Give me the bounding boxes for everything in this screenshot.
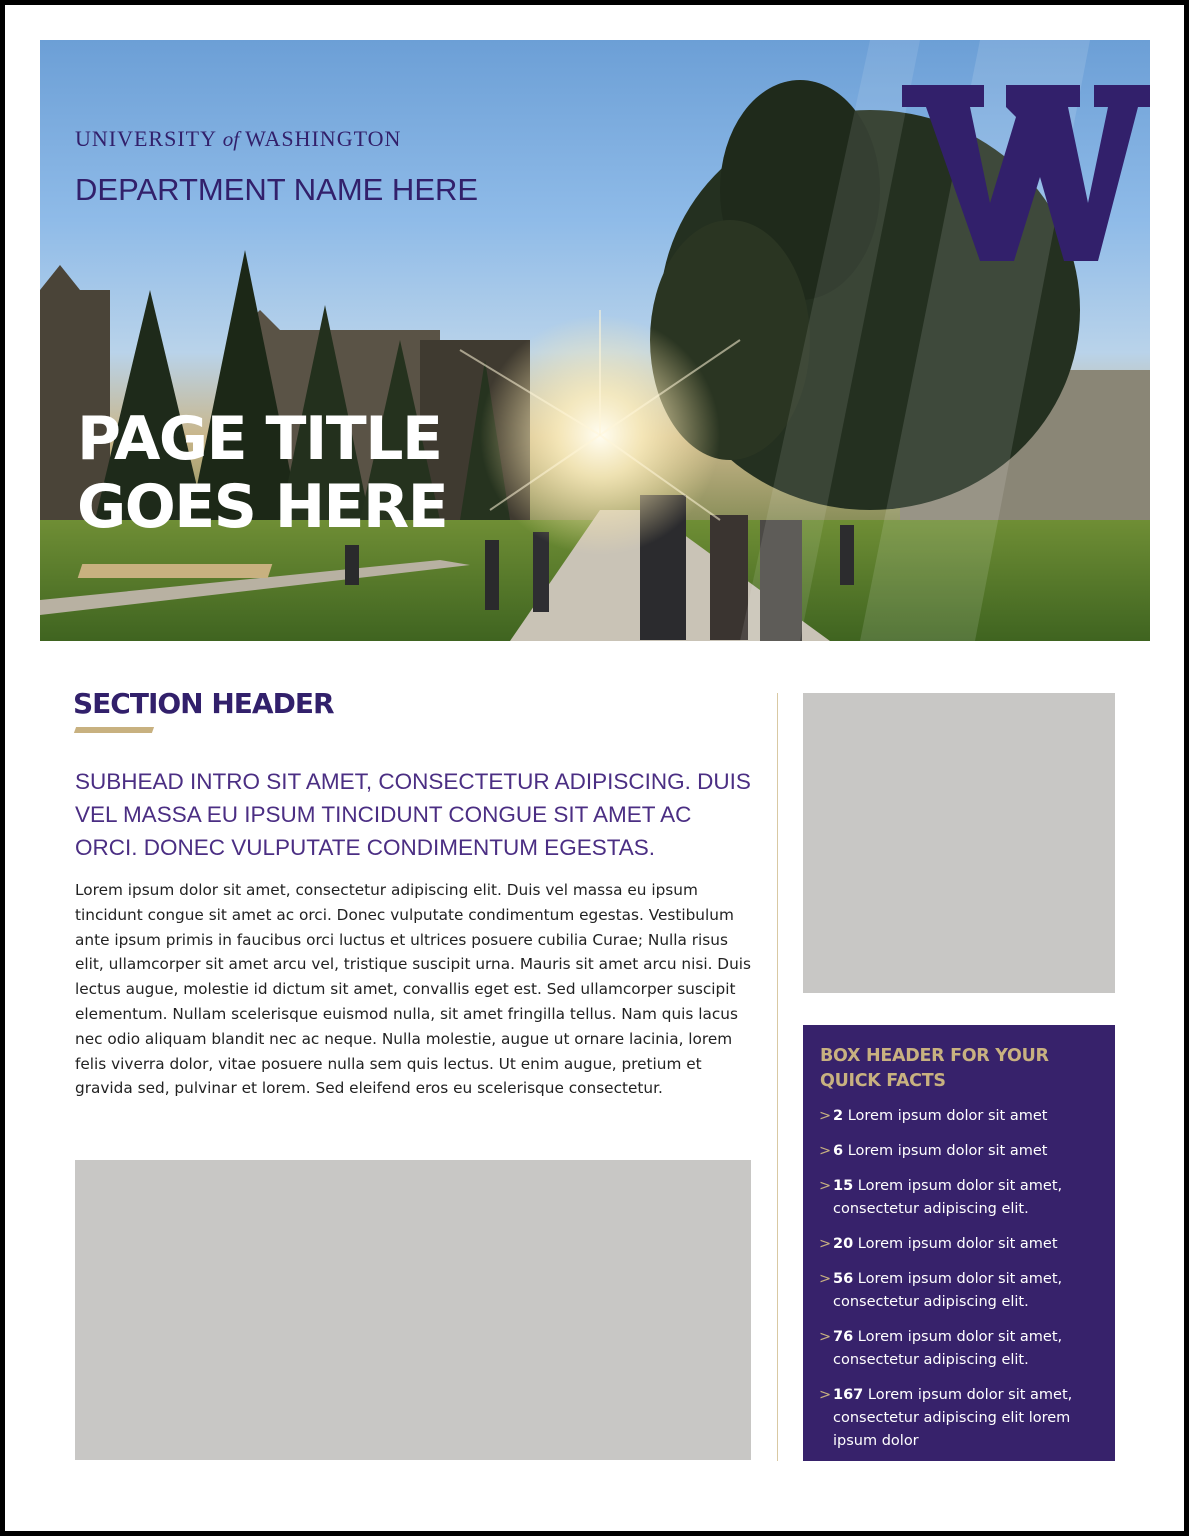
section-header: SECTION HEADER — [73, 687, 334, 720]
chevron-right-icon: > — [819, 1143, 832, 1159]
chevron-right-icon: > — [819, 1108, 832, 1124]
chevron-right-icon: > — [819, 1387, 832, 1403]
fact-text: Lorem ipsum dolor sit amet, consectetur adipiscing elit. — [833, 1271, 1063, 1310]
fact-text: Lorem ipsum dolor sit amet — [843, 1143, 1048, 1159]
fact-item — [819, 1233, 1109, 1256]
section-accent-bar — [74, 727, 154, 733]
page-title-line-2: GOES HERE — [77, 472, 448, 542]
wordmark-university: UNIVERSITY — [75, 126, 217, 151]
chevron-right-icon: > — [819, 1271, 832, 1287]
page-title-line-1: PAGE TITLE — [77, 404, 442, 474]
body-paragraph: Lorem ipsum dolor sit amet, consectetur adipiscing elit. Duis vel massa eu ipsum tincidunt congue sit amet ac orci. Donec vulputate condimentum egestas. Vestibulum ante ipsum primis in faucibus orci luctus et ultrices posuere cubilia Curae; Nulla risus elit, ullamcorper sit amet arcu vel, tristique suscipit urna. Mauris sit amet arcu nisi. Duis lectus augue, molestie id dictum sit amet, convallis eget est. Sed ullamcorper suscipit elementum. Nullam scelerisque euismod nulla, sit amet fringilla tellus. Nam quis lacus nec odio aliquam blandit nec ac neque. Nulla molestie, augue ut ornare lacinia, lorem felis viverra dolor, vitae posuere nulla sem quis lectus. Ut enim augue, pretium et gravida sed, pulvinar et lorem. Sed eleifend eros eu scelerisque consectetur. — [75, 881, 751, 1098]
wordmark-of: of — [222, 127, 240, 151]
fact-number: 56 — [833, 1271, 854, 1287]
quick-facts-list — [819, 1105, 1109, 1465]
subhead-intro: SUBHEAD INTRO SIT AMET, CONSECTETUR ADIPISCING. DUIS VEL MASSA EU IPSUM TINCIDUNT CONGUE SIT AMET AC ORCI. DONEC VULPUTATE CONDIMENTUM EGESTAS. — [75, 769, 751, 860]
chevron-right-icon: > — [819, 1236, 832, 1252]
chevron-right-icon: > — [819, 1178, 832, 1194]
quick-facts-header: BOX HEADER FOR YOUR QUICK FACTS — [820, 1046, 1049, 1091]
fact-number: 2 — [833, 1108, 844, 1124]
column-divider — [777, 693, 778, 1461]
fact-item — [819, 1384, 1109, 1453]
fact-text: Lorem ipsum dolor sit amet — [843, 1108, 1048, 1124]
fact-item — [819, 1175, 1109, 1221]
university-wordmark — [75, 126, 401, 152]
fact-number: 6 — [833, 1143, 844, 1159]
fact-number: 15 — [833, 1178, 854, 1194]
main-image-placeholder — [75, 1160, 751, 1460]
wordmark-washington: WASHINGTON — [245, 126, 402, 151]
chevron-right-icon: > — [819, 1329, 832, 1345]
title-accent-bar — [78, 564, 273, 578]
fact-number: 20 — [833, 1236, 854, 1252]
fact-item — [819, 1105, 1109, 1128]
uw-w-logo-icon — [902, 85, 1150, 261]
fact-item — [819, 1326, 1109, 1372]
fact-number: 76 — [833, 1329, 854, 1345]
page-title — [77, 405, 537, 541]
fact-text: Lorem ipsum dolor sit amet, consectetur adipiscing elit. — [833, 1178, 1063, 1217]
quick-facts-box — [803, 1025, 1115, 1461]
fact-item — [819, 1140, 1109, 1163]
department-name: DEPARTMENT NAME HERE — [75, 172, 479, 207]
fact-text: Lorem ipsum dolor sit amet, consectetur adipiscing elit lorem ipsum dolor — [833, 1387, 1073, 1449]
fact-text: Lorem ipsum dolor sit amet — [853, 1236, 1058, 1252]
document-page — [5, 5, 1184, 1531]
fact-item — [819, 1268, 1109, 1314]
sidebar-image-placeholder — [803, 693, 1115, 993]
fact-number: 167 — [833, 1387, 864, 1403]
fact-text: Lorem ipsum dolor sit amet, consectetur adipiscing elit. — [833, 1329, 1063, 1368]
hero-banner — [40, 40, 1150, 641]
